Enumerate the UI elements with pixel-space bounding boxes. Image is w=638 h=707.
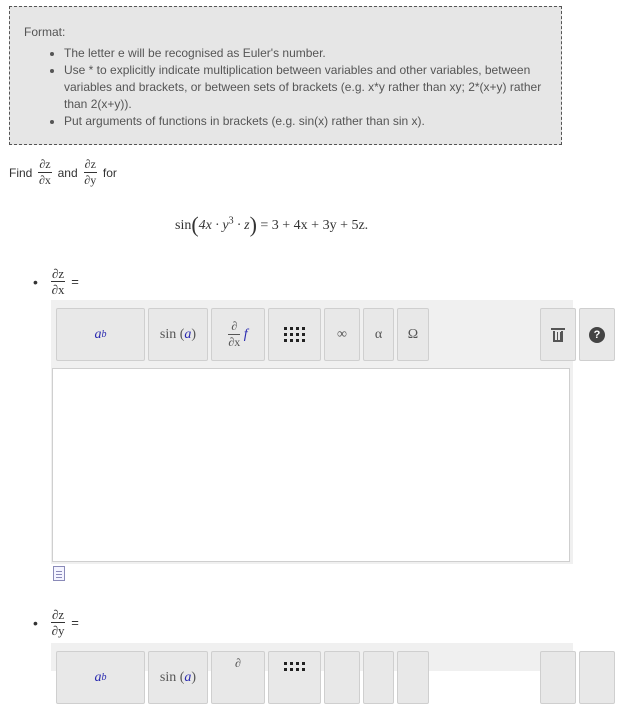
power-base: a [94,326,102,342]
infinity-button[interactable]: ∞ [324,308,360,361]
derivative-button[interactable] [211,308,265,361]
deriv-num: ∂ [228,319,240,335]
fraction-numerator: ∂z [52,266,65,281]
matrix-button[interactable] [268,308,321,361]
symbols-omega-button[interactable]: Ω [397,308,429,361]
editor-toolbar [51,300,601,364]
find-label: Find [9,165,33,180]
and-label: and [57,165,78,180]
partial-z-y-fraction [84,157,97,188]
matrix-grid-icon [284,662,305,671]
fraction-denominator: ∂y [51,623,65,638]
power-base: a [94,669,102,685]
power-exponent: b [101,672,107,683]
format-item: • Put arguments of functions in brackets (e.g. sin(x) rather than sin x). [64,113,547,130]
deriv-den: ∂x [228,335,241,349]
part-dz-dy: • $\frac{\partial z}{\partial y}$ = [33,607,79,638]
symbols-omega-button[interactable] [397,651,429,704]
fraction-numerator: ∂z [39,157,51,171]
clear-button[interactable] [540,651,576,704]
equation: $\sin(4x \cdot y^3 \cdot z) = 3 + 4x + 3y + 5z$. [175,212,369,237]
answer-input-dz-dx[interactable] [52,368,570,562]
deriv-num: ∂ [235,656,241,670]
part-fraction [51,266,65,297]
help-button[interactable] [579,651,615,704]
format-instructions [9,6,562,145]
fraction-numerator: ∂z [84,157,96,171]
sin-function: sin [175,218,192,233]
equation-inner: 4x · y [198,218,229,233]
math-editor [51,300,601,564]
sin-label: sin [159,669,177,685]
fraction-denominator: ∂x [39,173,51,187]
greek-alpha-button[interactable]: α [363,308,394,361]
equation-rhs: = 3 + 4x + 3y + 5z. [260,218,369,233]
document-icon[interactable] [53,566,65,581]
question-prompt [9,157,117,188]
power-exponent: b [101,329,107,340]
sin-button[interactable]: sin ( a ) [148,651,208,704]
sin-button[interactable]: sin ( a ) [148,308,208,361]
for-label: for [102,165,117,180]
math-editor-2 [51,643,573,685]
equals-sign: = [71,274,79,289]
power-button[interactable] [56,308,145,361]
equals-sign: = [71,615,79,630]
matrix-grid-icon [284,327,305,342]
trash-icon [552,328,564,342]
clear-button[interactable] [540,308,576,361]
format-title: Format: [24,25,66,39]
derivative-button[interactable] [211,651,265,704]
deriv-f: f [243,326,248,342]
part-dz-dx: • $\frac{\partial z}{\partial x}$ = [33,266,79,297]
equation-exponent: 3 [228,215,234,227]
editor-toolbar [51,643,573,707]
fraction-denominator: ∂x [51,282,65,297]
help-button[interactable] [579,308,615,361]
partial-z-x-fraction [38,157,51,188]
help-icon: ? [589,327,605,343]
format-item: • The letter e will be recognised as Euler's number. [64,45,547,62]
part-fraction [51,607,65,638]
greek-alpha-button[interactable] [363,651,394,704]
power-button[interactable] [56,651,145,704]
sin-label: sin [159,326,177,342]
equation-tail: · z [237,218,250,233]
sin-arg: a [184,326,192,342]
format-list [24,45,547,130]
sin-arg: a [184,669,192,685]
fraction-numerator: ∂z [52,607,65,622]
format-item: • Use * to explicitly indicate multiplication between variables and other variables, between variables and brackets, or between sets of brackets (e.g. x*y rather than xy; 2*(x+y) rather than 2(x+y)). [64,62,547,113]
infinity-button[interactable] [324,651,360,704]
matrix-button[interactable] [268,651,321,704]
fraction-denominator: ∂y [84,173,97,187]
